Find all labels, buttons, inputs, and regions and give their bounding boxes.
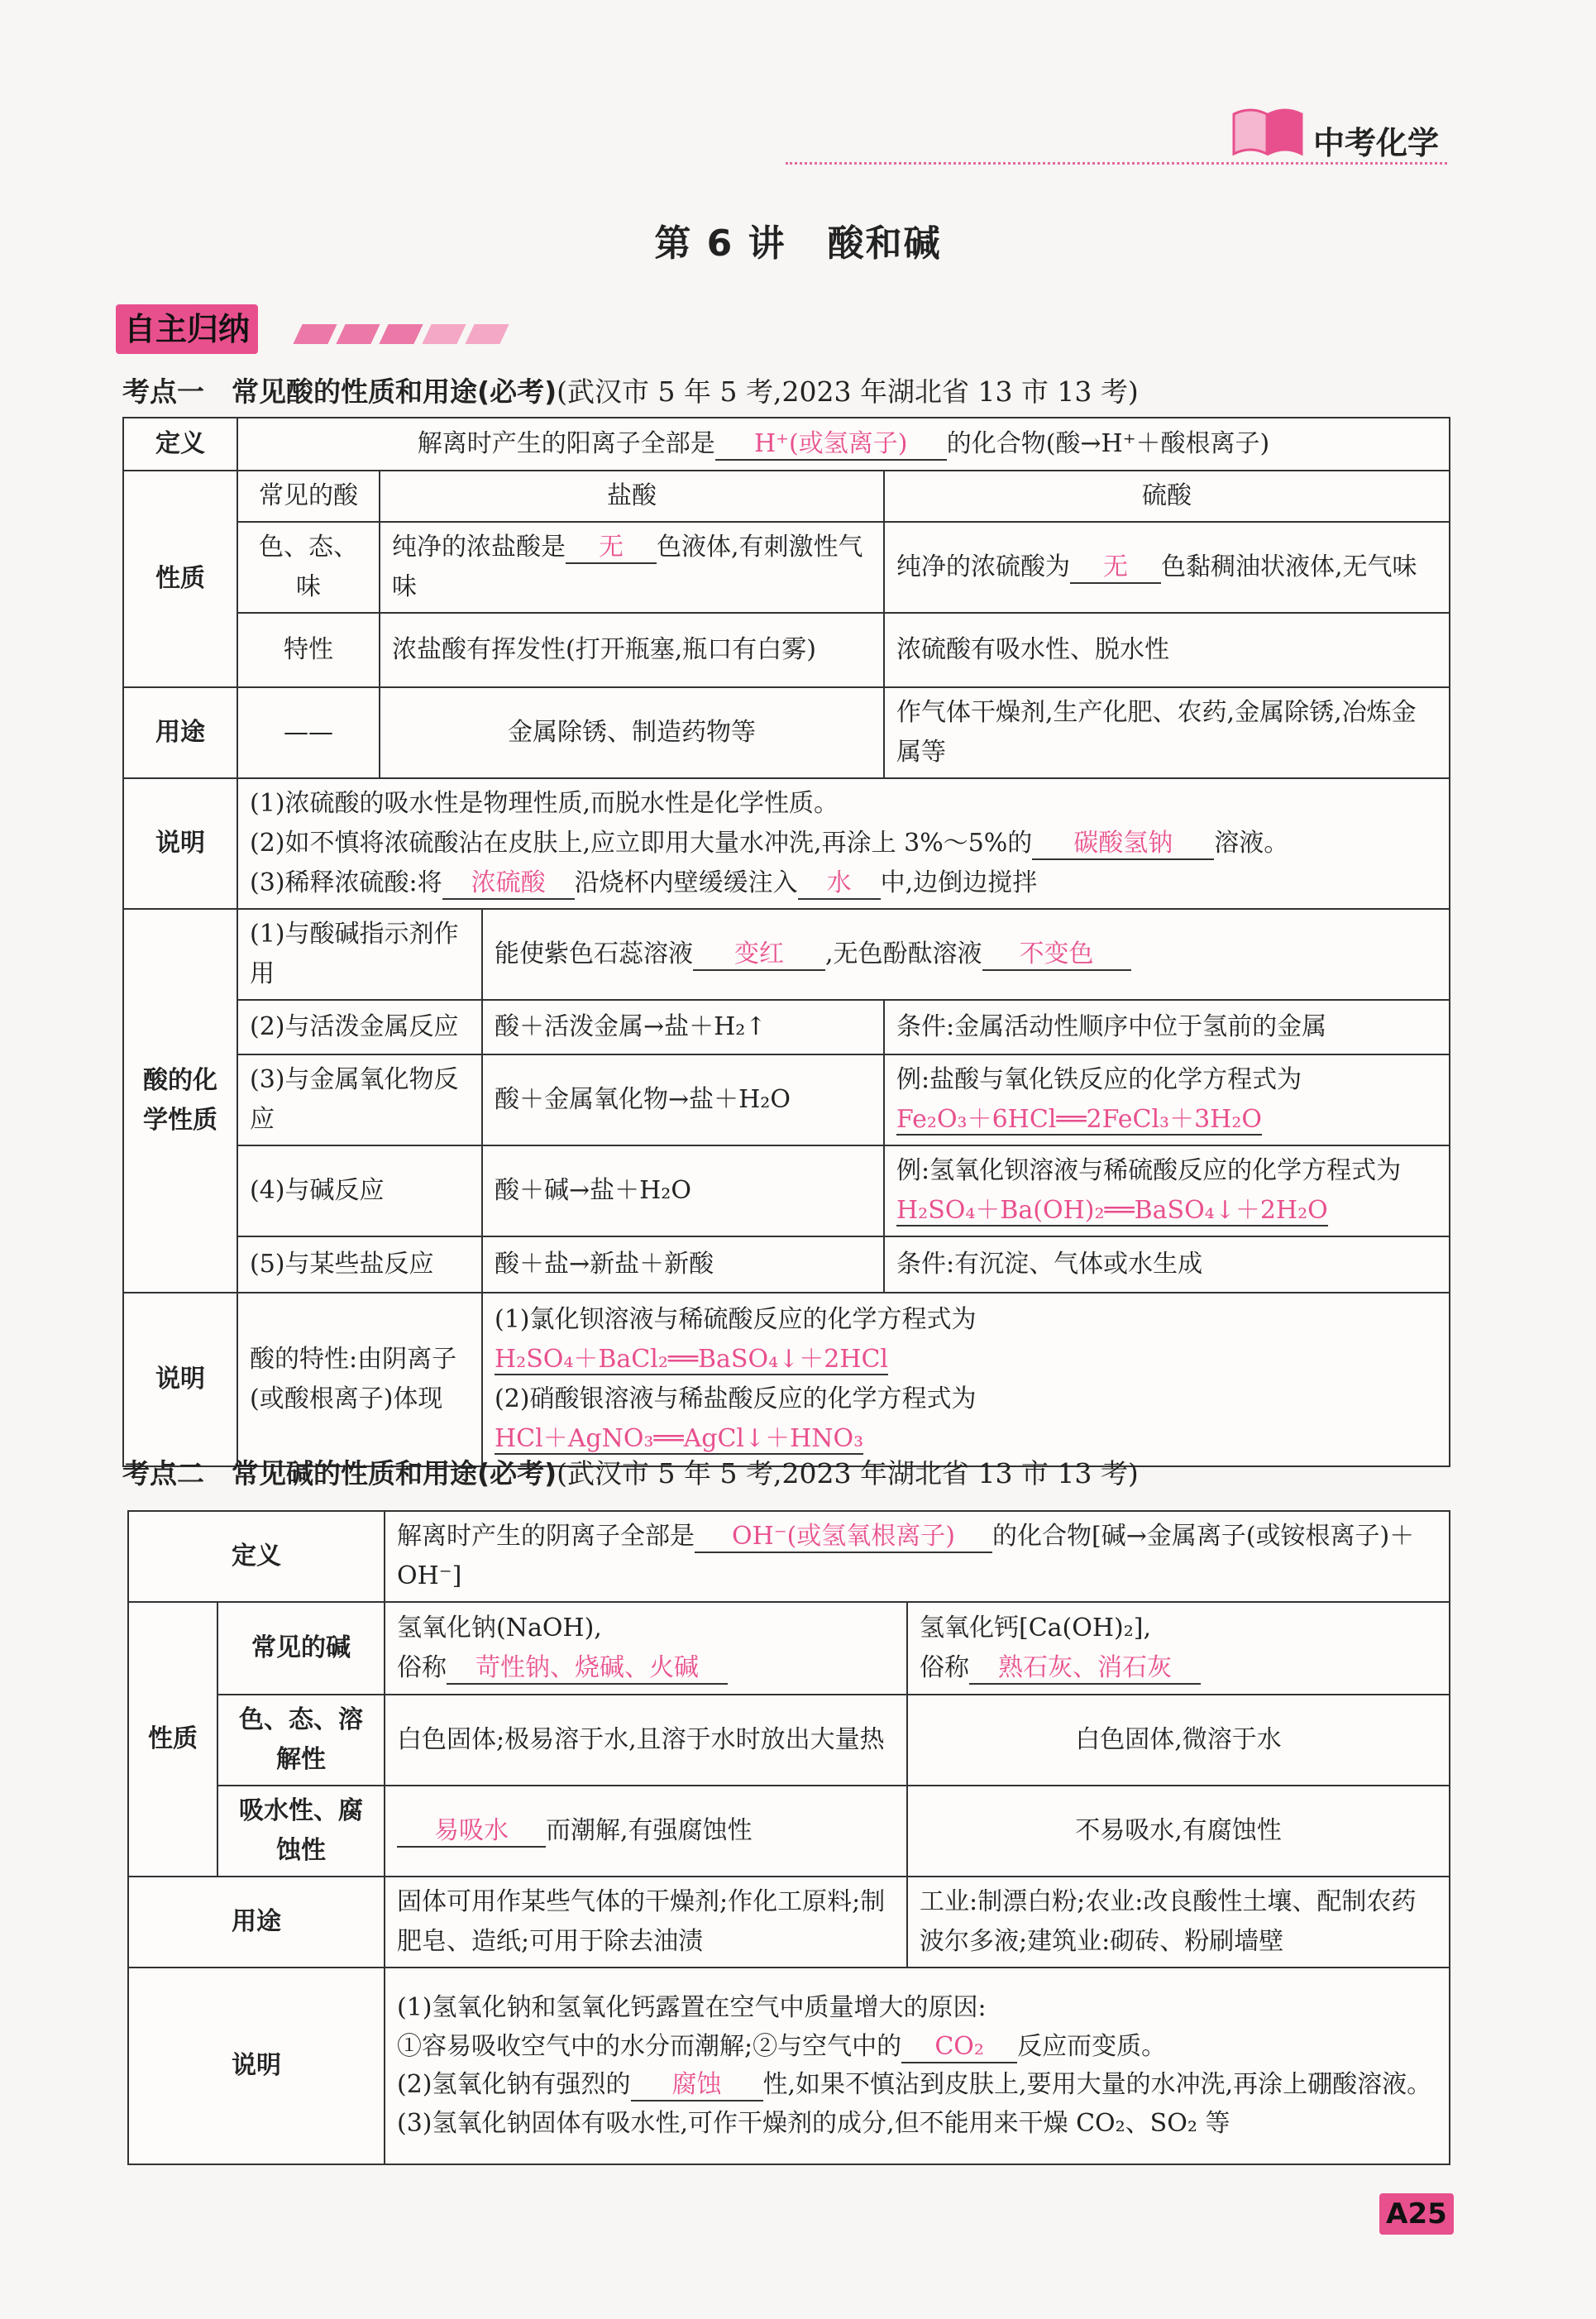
h2so4-feature: 浓硫酸有吸水性、脱水性 [884,613,1450,687]
chem-item-4: (4)与碱反应 [237,1145,482,1236]
naoh-name-cell: 氢氧化钠(NaOH), 俗称 苛性钠、烧碱、火碱 [385,1602,907,1695]
hcl-feature: 浓盐酸有挥发性(打开瓶塞,瓶口有白雾) [380,613,884,687]
base-notes [385,1968,1450,2164]
h2so4-name: 硫酸 [884,471,1450,522]
acid-note2-left: 酸的特性:由阴离子(或酸根离子)体现 [237,1293,482,1466]
caoh-name-cell: 氢氧化钙[Ca(OH)₂], 俗称 熟石灰、消石灰 [907,1602,1450,1695]
base-def-answer: OH⁻(或氢氧根离子) [695,1522,992,1553]
acid-def-label: 定义 [123,418,237,471]
chem-item-2: (2)与活泼金属反应 [237,1000,482,1054]
acid-chem-label: 酸的化学性质 [123,909,237,1293]
acid-use-dash: —— [237,687,380,778]
header-brand: 中考化学 [1313,125,1440,161]
section2-heading [122,1452,1139,1491]
acid-note-3: (3)稀释浓硫酸:将 浓硫酸 沿烧杯内壁缓缓注入 水 中,边倒边搅拌 [250,863,1437,903]
section1-title: 考点一 常见酸的性质和用途(必考) [122,375,557,408]
chem-desc-1: 能使紫色石蕊溶液 变红 ,无色酚酞溶液 不变色 [482,909,1450,1000]
hcl-name: 盐酸 [380,471,884,522]
section1-note: (武汉市 5 年 5 考,2023 年湖北省 13 市 13 考) [557,375,1139,408]
base-table [127,1510,1450,2165]
base-def-label: 定义 [128,1511,385,1602]
h2so4-use: 作气体干燥剂,生产化肥、农药,金属除锈,冶炼金属等 [884,687,1450,778]
lecture-number: 第 6 讲 [654,222,786,265]
chem-cond-4: 例:氢氧化钡溶液与稀硫酸反应的化学方程式为 H₂SO₄＋Ba(OH)₂══BaSO₄↓＋2H₂O [884,1145,1450,1236]
banner-stripes [298,324,504,344]
naoh-use: 固体可用作某些气体的干燥剂;作化工原料;制肥皂、造纸;可用于除去油渍 [385,1877,907,1968]
acid-note2-right: (1)氯化钡溶液与稀硫酸反应的化学方程式为 H₂SO₄＋BaCl₂══BaSO₄↓＋2HCl (2)硝酸银溶液与稀盐酸反应的化学方程式为 HCl＋AgNO₃══AgCl↓＋HNO₃ [482,1293,1450,1466]
base-prop-label: 性质 [128,1602,217,1877]
lecture-topic: 酸和碱 [827,222,942,265]
chem-item-1: (1)与酸碱指示剂作用 [237,909,482,1000]
caoh-absorb: 不易吸水,有腐蚀性 [907,1786,1450,1877]
section1-heading [122,371,1139,409]
base-use-label: 用途 [128,1877,385,1968]
base-note-1b: ①容易吸收空气中的水分而潮解;②与空气中的 CO₂ 反应而变质。 [397,2028,1437,2067]
naoh-absorb: 易吸水 而潮解,有强腐蚀性 [385,1786,907,1877]
book-icon [1230,106,1305,157]
base-note-3: (3)氢氧化钠固体有吸水性,可作干燥剂的成分,但不能用来干燥 CO₂、SO₂ 等 [397,2108,1230,2138]
acid-note2-label: 说明 [123,1293,237,1466]
acid-note-2: (2)如不慎将浓硫酸沾在皮肤上,应立即用大量水冲洗,再涂上 3%～5%的 碳酸氢钠 溶液。 [250,824,1437,863]
section-banner: 自主归纳 [116,304,258,354]
hcl-color: 纯净的浓盐酸是 无 色液体,有刺激性气味 [380,522,884,613]
chem-cond-2: 条件:金属活动性顺序中位于氢前的金属 [884,1000,1450,1054]
acid-note-1: (1)浓硫酸的吸水性是物理性质,而脱水性是化学性质。 [250,789,839,818]
base-absorb-label: 吸水性、腐蚀性 [217,1786,385,1877]
acid-definition: 解离时产生的阳离子全部是 H⁺(或氢离子) 的化合物(酸→H⁺＋酸根离子) [237,418,1450,471]
acid-use-label: 用途 [123,687,237,778]
hcl-use: 金属除锈、制造药物等 [380,687,884,778]
chem-desc-3: 酸＋金属氧化物→盐＋H₂O [482,1054,884,1145]
common-acid-label: 常见的酸 [237,471,380,522]
chem-desc-2: 酸＋活泼金属→盐＋H₂↑ [482,1000,884,1054]
chem-desc-5: 酸＋盐→新盐＋新酸 [482,1236,884,1293]
section2-title: 考点二 常见碱的性质和用途(必考) [122,1457,557,1489]
acid-note-label: 说明 [123,778,237,909]
base-note-label: 说明 [128,1968,385,2164]
chem-desc-4: 酸＋碱→盐＋H₂O [482,1145,884,1236]
acid-feature-label: 特性 [237,613,380,687]
chem-cond-5: 条件:有沉淀、气体或水生成 [884,1236,1450,1293]
caoh-color: 白色固体,微溶于水 [907,1695,1450,1786]
chem-cond-3: 例:盐酸与氧化铁反应的化学方程式为 Fe₂O₃＋6HCl══2FeCl₃＋3H₂O [884,1054,1450,1145]
page-number: A25 [1379,2193,1454,2235]
acid-notes [237,778,1450,909]
chem-item-3: (3)与金属氧化物反应 [237,1054,482,1145]
acid-note2-eq2: HCl＋AgNO₃══AgCl↓＋HNO₃ [495,1424,864,1453]
acid-color-label: 色、态、味 [237,522,380,613]
section2-note: (武汉市 5 年 5 考,2023 年湖北省 13 市 13 考) [557,1457,1139,1489]
base-definition: 解离时产生的阴离子全部是 OH⁻(或氢氧根离子) 的化合物[碱→金属离子(或铵根离子)＋OH⁻] [385,1511,1450,1602]
chem-item-5: (5)与某些盐反应 [237,1236,482,1293]
base-note-2: (2)氢氧化钠有强烈的 腐蚀 性,如果不慎沾到皮肤上,要用大量的水冲洗,再涂上硼酸溶液。 [397,2066,1437,2105]
acid-prop-label: 性质 [123,471,237,687]
acid-table [122,417,1450,1467]
common-base-label: 常见的碱 [217,1602,385,1695]
h2so4-color: 纯净的浓硫酸为 无 色黏稠油状液体,无气味 [884,522,1450,613]
base-note-1: (1)氢氧化钠和氢氧化钙露置在空气中质量增大的原因: [397,1993,987,2022]
acid-def-answer: H⁺(或氢离子) [715,429,947,461]
base-color-label: 色、态、溶解性 [217,1695,385,1786]
naoh-color: 白色固体;极易溶于水,且溶于水时放出大量热 [385,1695,907,1786]
page-title [0,213,1596,266]
acid-note2-eq1: H₂SO₄＋BaCl₂══BaSO₄↓＋2HCl [495,1345,889,1374]
caoh-use: 工业:制漂白粉;农业:改良酸性土壤、配制农药波尔多液;建筑业:砌砖、粉刷墙壁 [907,1877,1450,1968]
